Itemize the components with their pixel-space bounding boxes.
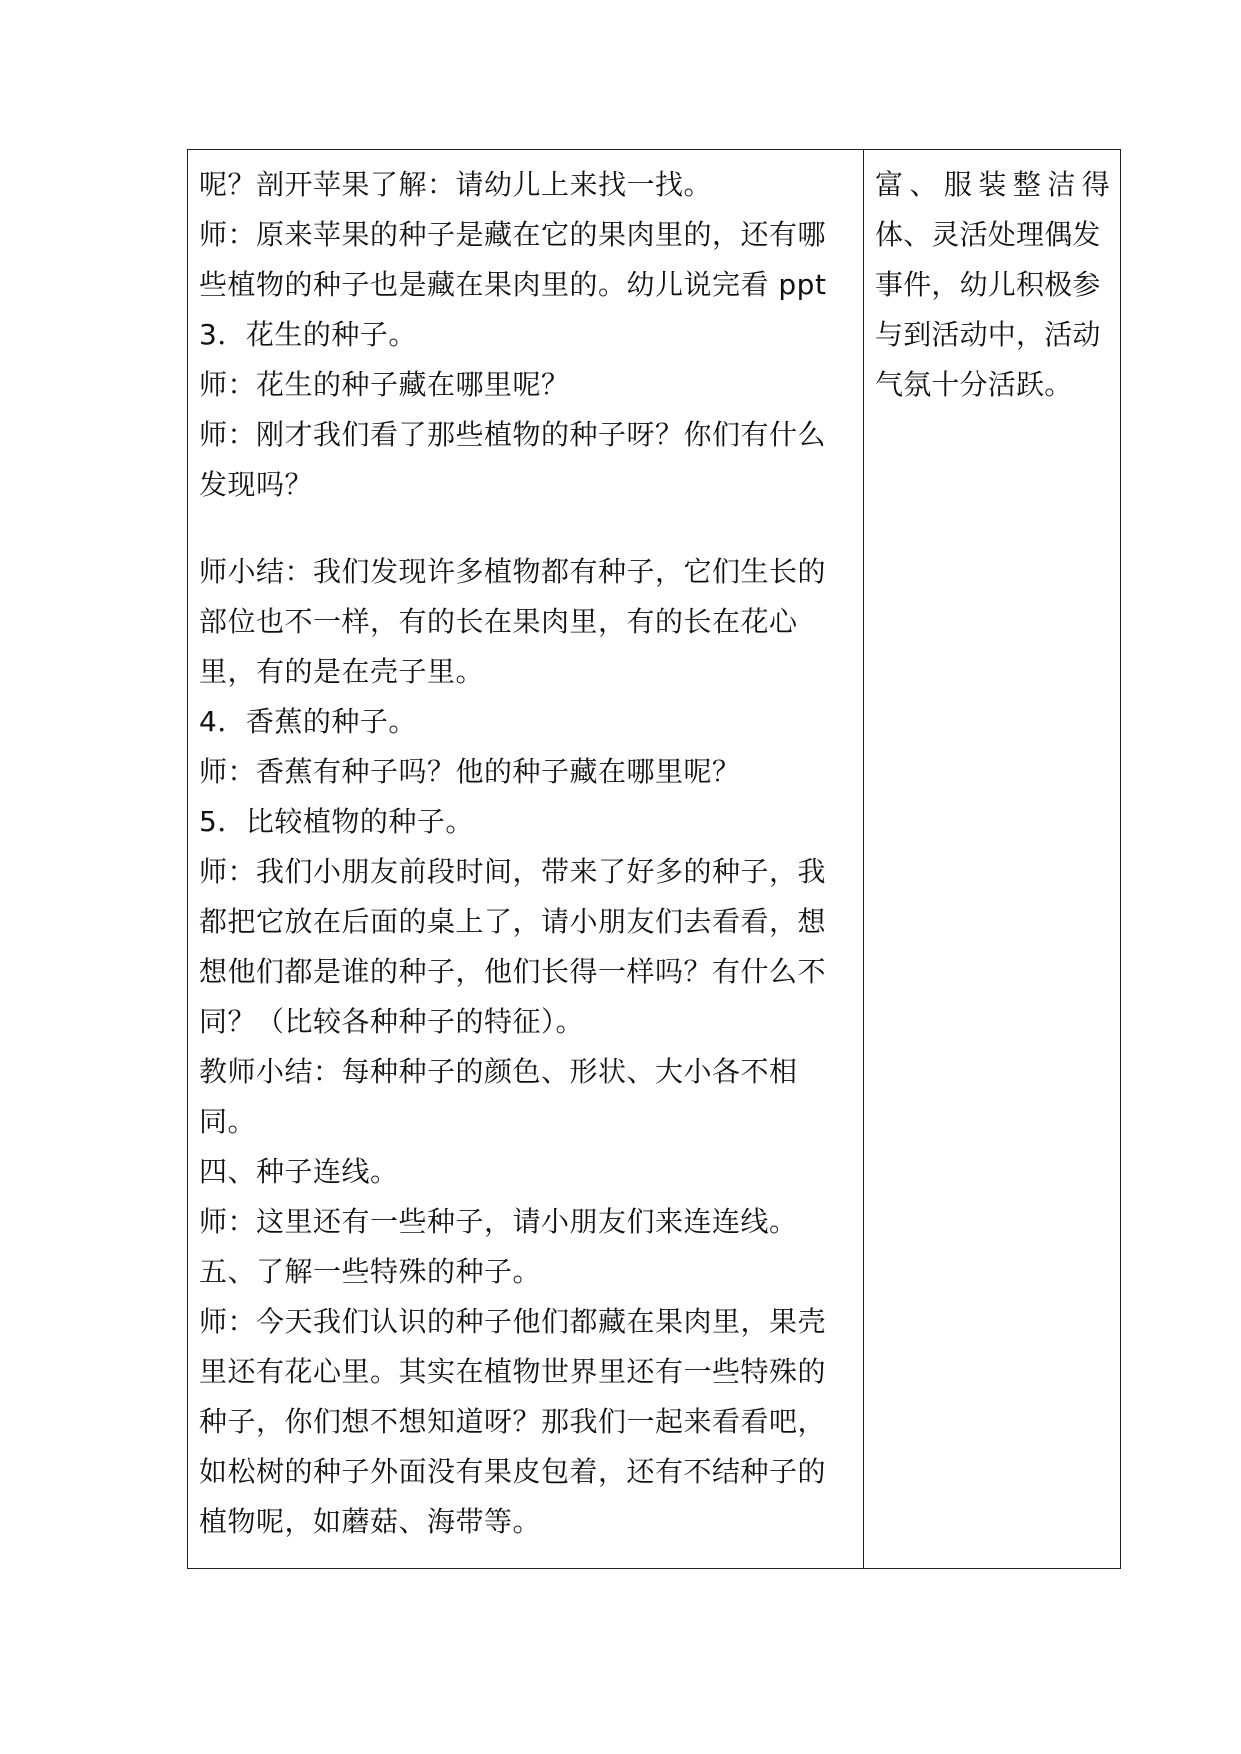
text-line: 师：原来苹果的种子是藏在它的果肉里的，还有哪 xyxy=(199,218,827,251)
text-line: 事件，幼儿积极参 xyxy=(875,268,1101,301)
text-line: 五、了解一些特殊的种子。 xyxy=(199,1255,542,1288)
text-line: 部位也不一样，有的长在果肉里，有的长在花心 xyxy=(199,605,798,638)
text-line: 师小结：我们发现许多植物都有种子，它们生长的 xyxy=(199,555,827,588)
text-line: 师：香蕉有种子吗？他的种子藏在哪里呢？ xyxy=(199,755,741,788)
text-line: 植物呢，如蘑菇、海带等。 xyxy=(199,1505,542,1538)
text-line: 师：我们小朋友前段时间，带来了好多的种子，我 xyxy=(199,855,827,888)
text-line: 5．比较植物的种子。 xyxy=(199,805,474,838)
text-line: 体、灵活处理偶发 xyxy=(875,218,1101,251)
text-line: 师：这里还有一些种子，请小朋友们来连连线。 xyxy=(199,1205,798,1238)
text-line: 如松树的种子外面没有果皮包着，还有不结种子的 xyxy=(199,1455,827,1488)
blank-line xyxy=(199,510,853,547)
text-line: 种子，你们想不想知道呀？那我们一起来看看吧， xyxy=(199,1405,827,1438)
text-line: 师：今天我们认识的种子他们都藏在果肉里，果壳 xyxy=(199,1305,827,1338)
text-line: 师：刚才我们看了那些植物的种子呀？你们有什么 xyxy=(199,418,827,451)
text-line: 4．香蕉的种子。 xyxy=(199,705,417,738)
text-line: 里，有的是在壳子里。 xyxy=(199,655,485,688)
text-line: 气氛十分活跃。 xyxy=(875,368,1073,401)
text-line: 3．花生的种子。 xyxy=(199,318,417,351)
reflection-cell xyxy=(864,150,1120,1568)
lesson-process-cell xyxy=(188,150,864,1568)
text-line: 与到活动中，活动 xyxy=(875,318,1101,351)
text-line: 发现吗？ xyxy=(199,468,314,501)
text-line: 师：花生的种子藏在哪里呢？ xyxy=(199,368,570,401)
text-line: 呢？剖开苹果了解：请幼儿上来找一找。 xyxy=(199,168,713,201)
lesson-table xyxy=(187,149,1121,1569)
text-line: 富、服装整洁得 xyxy=(875,168,1110,201)
text-line: 都把它放在后面的桌上了，请小朋友们去看看，想 xyxy=(199,905,827,938)
text-line: 想他们都是谁的种子，他们长得一样吗？有什么不 xyxy=(199,955,827,988)
text-line: 教师小结：每种种子的颜色、形状、大小各不相 xyxy=(199,1055,798,1088)
text-line: 些植物的种子也是藏在果肉里的。幼儿说完看 ppt xyxy=(199,268,827,301)
text-line: 同？（比较各种种子的特征）。 xyxy=(199,1005,585,1038)
text-line: 同。 xyxy=(199,1105,257,1138)
text-line: 里还有花心里。其实在植物世界里还有一些特殊的 xyxy=(199,1355,827,1388)
text-line: 四、种子连线。 xyxy=(199,1155,399,1188)
